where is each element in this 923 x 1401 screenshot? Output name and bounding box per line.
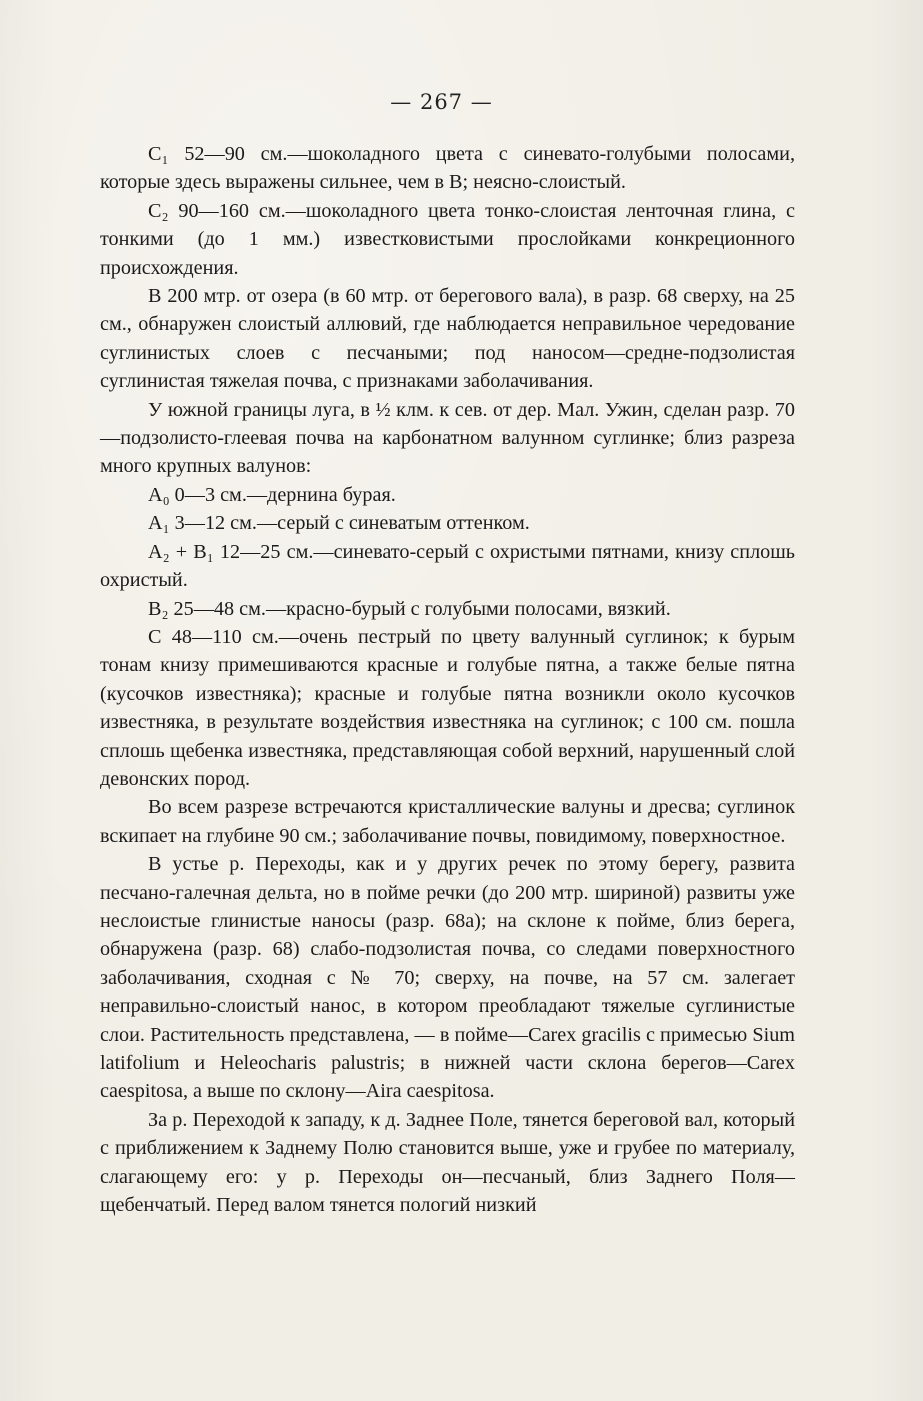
page-text-body: [100, 140, 795, 1219]
paragraph-section-70-intro: У южной границы луга, в ½ клм. к сев. от дер. Мал. Ужин, сделан разр. 70—подзолисто-глеевая почва на карбонатном валунном суглинке; близ разреза много крупных валунов:: [100, 398, 795, 478]
paragraph-boulders: Во всем разрезе встречаются кристаллические валуны и дресва; суглинок вскипает на глубине 90 см.; заболачивание почвы, повидимому, поверхностное.: [100, 796, 795, 847]
paragraph-horizon-b2: B₂ 25—48 см.—красно-бурый с голубыми полосами, вязкий.: [148, 597, 671, 620]
paragraph-horizon-a1: A₁ 3—12 см.—серый с синеватым оттенком.: [148, 512, 530, 535]
paragraph-horizon-c1: C₁ 52—90 см.—шоколадного цвета с синевато-голубыми полосами, которые здесь выражены сильнее, чем в B; неясно-слоистый.: [100, 143, 795, 194]
paragraph-zadnee-pole: За р. Переходой к западу, к д. Заднее Поле, тянется береговой вал, который с приближением к Заднему Полю становится выше, уже и грубее по материалу, слагающему его: у р. Переходы он—песчаный, близ Заднего Поля—щебенчатый. Перед валом тянется пологий низкий: [100, 1108, 795, 1217]
paragraph-horizon-c2: C₂ 90—160 см.—шоколадного цвета тонко-слоистая ленточная глина, с тонкими (до 1 мм.) известковистыми прослойками конкреционного происхождения.: [100, 199, 795, 279]
paragraph-horizon-a0: A₀ 0—3 см.—дернина бурая.: [148, 483, 396, 506]
paragraph-perekhody-delta: В устье р. Переходы, как и у других речек по этому берегу, развита песчано-галечная дельта, но в пойме речки (до 200 мтр. шириной) развиты уже неслоистые глинистые наносы (разр. 68а); на склоне к пойме, близ берега, обнаружена (разр. 68) слабо-подзолистая почва, со следами поверхностного заболачивания, сходная с № 70; сверху, на почве, на 57 см. залегает неправильно-слоистый нанос, в котором преобладают тяжелые суглинистые слои. Растительность представлена, — в пойме—Carex gracilis с примесью Sium latifolium и Heleocharis palustris; в нижней части склона берегов—Carex caespitosa, а выше по склону—Aira caespitosa.: [100, 853, 795, 1103]
page-number: — 267 —: [390, 90, 493, 114]
paragraph-section-68: В 200 мтр. от озера (в 60 мтр. от берегового вала), в разр. 68 сверху, на 25 см., обнаружен слоистый аллювий, где наблюдается неправильное чередование суглинистых слоев с песчаными; под наносом—средне-подзолистая суглинистая тяжелая почва, с признаками заболачивания.: [100, 285, 795, 393]
paragraph-horizon-a2b1: A₂ + B₁ 12—25 см.—синевато-серый с охристыми пятнами, книзу сплошь охристый.: [100, 540, 795, 592]
paragraph-horizon-c: C 48—110 см.—очень пестрый по цвету валунный суглинок; к бурым тонам книзу примешиваются красные и голубые пятна, а также белые пятна (кусочков известняка); красные и голубые пятна возникли около кусочков известняка, в результате воздействия известняка на суглинок; с 100 см. пошла сплошь щебенка известняка, представляющая собой верхний, нарушенный слой девонских пород.: [100, 625, 795, 790]
